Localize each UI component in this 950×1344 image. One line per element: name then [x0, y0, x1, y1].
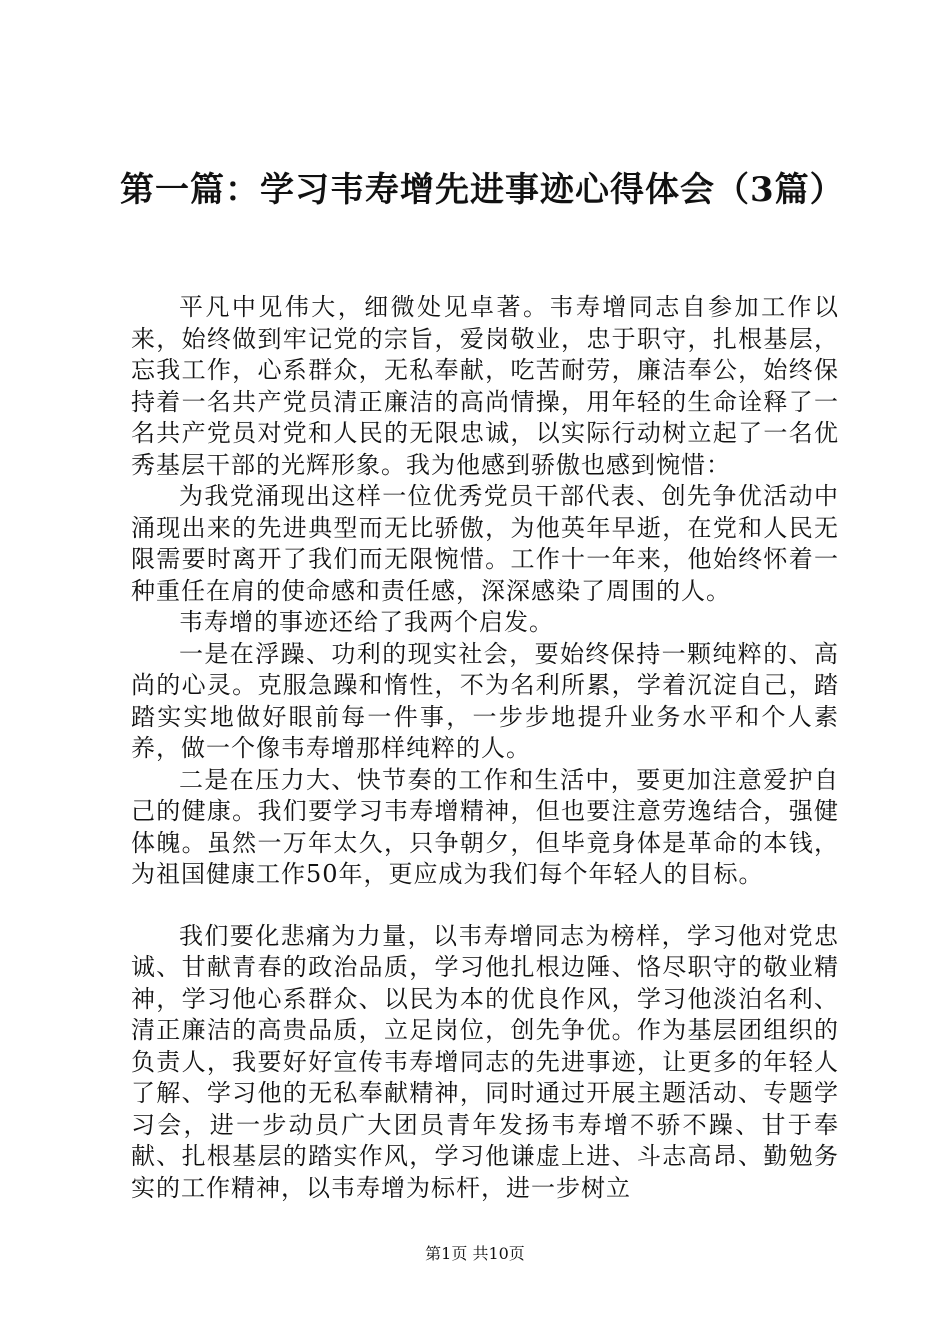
page-footer: 第1页 共10页	[425, 1244, 525, 1263]
document-body	[131, 292, 839, 1204]
paragraph-5: 二是在压力大、快节奏的工作和生活中，要更加注意爱护自己的健康。我们要学习韦寿增精神，但也要注意劳逸结合，强健体魄。虽然一万年太久，只争朝夕，但毕竟身体是革命的本钱，为祖国健康工作50年，更应成为我们每个年轻人的目标。	[131, 765, 839, 888]
paragraph-1: 平凡中见伟大，细微处见卓著。韦寿增同志自参加工作以来，始终做到牢记党的宗旨，爱岗敬业，忠于职守，扎根基层，忘我工作，心系群众，无私奉献，吃苦耐劳，廉洁奉公，始终保持着一名共产党员清正廉洁的高尚情操，用年轻的生命诠释了一名共产党员对党和人民的无限忠诚，以实际行动树立起了一名优秀基层干部的光辉形象。我为他感到骄傲也感到惋惜：	[131, 293, 839, 479]
document-title: 第一篇：学习韦寿增先进事迹心得体会（3篇）	[120, 170, 845, 210]
paragraph-3: 韦寿增的事迹还给了我两个启发。	[179, 608, 554, 636]
paragraph-2: 为我党涌现出这样一位优秀党员干部代表、创先争优活动中涌现出来的先进典型而无比骄傲，为他英年早逝，在党和人民无限需要时离开了我们而无限惋惜。工作十一年来，他始终怀着一种重任在肩的使命感和责任感，深深感染了周围的人。	[131, 482, 839, 605]
paragraph-4: 一是在浮躁、功利的现实社会，要始终保持一颗纯粹的、高尚的心灵。克服急躁和惰性，不为名利所累，学着沉淀自己，踏踏实实地做好眼前每一件事，一步步地提升业务水平和个人素养，做一个像韦寿增那样纯粹的人。	[131, 639, 839, 762]
paragraph-6: 我们要化悲痛为力量，以韦寿增同志为榜样，学习他对党忠诚、甘献青春的政治品质，学习他扎根边陲、恪尽职守的敬业精神，学习他心系群众、以民为本的优良作风，学习他淡泊名利、清正廉洁的高贵品质，立足岗位，创先争优。作为基层团组织的负责人，我要好好宣传韦寿增同志的先进事迹，让更多的年轻人了解、学习他的无私奉献精神，同时通过开展主题活动、专题学习会，进一步动员广大团员青年发扬韦寿增不骄不躁、甘于奉献、扎根基层的踏实作风，学习他谦虚上进、斗志高昂、勤勉务实的工作精神，以韦寿增为标杆，进一步树立	[131, 921, 839, 1202]
